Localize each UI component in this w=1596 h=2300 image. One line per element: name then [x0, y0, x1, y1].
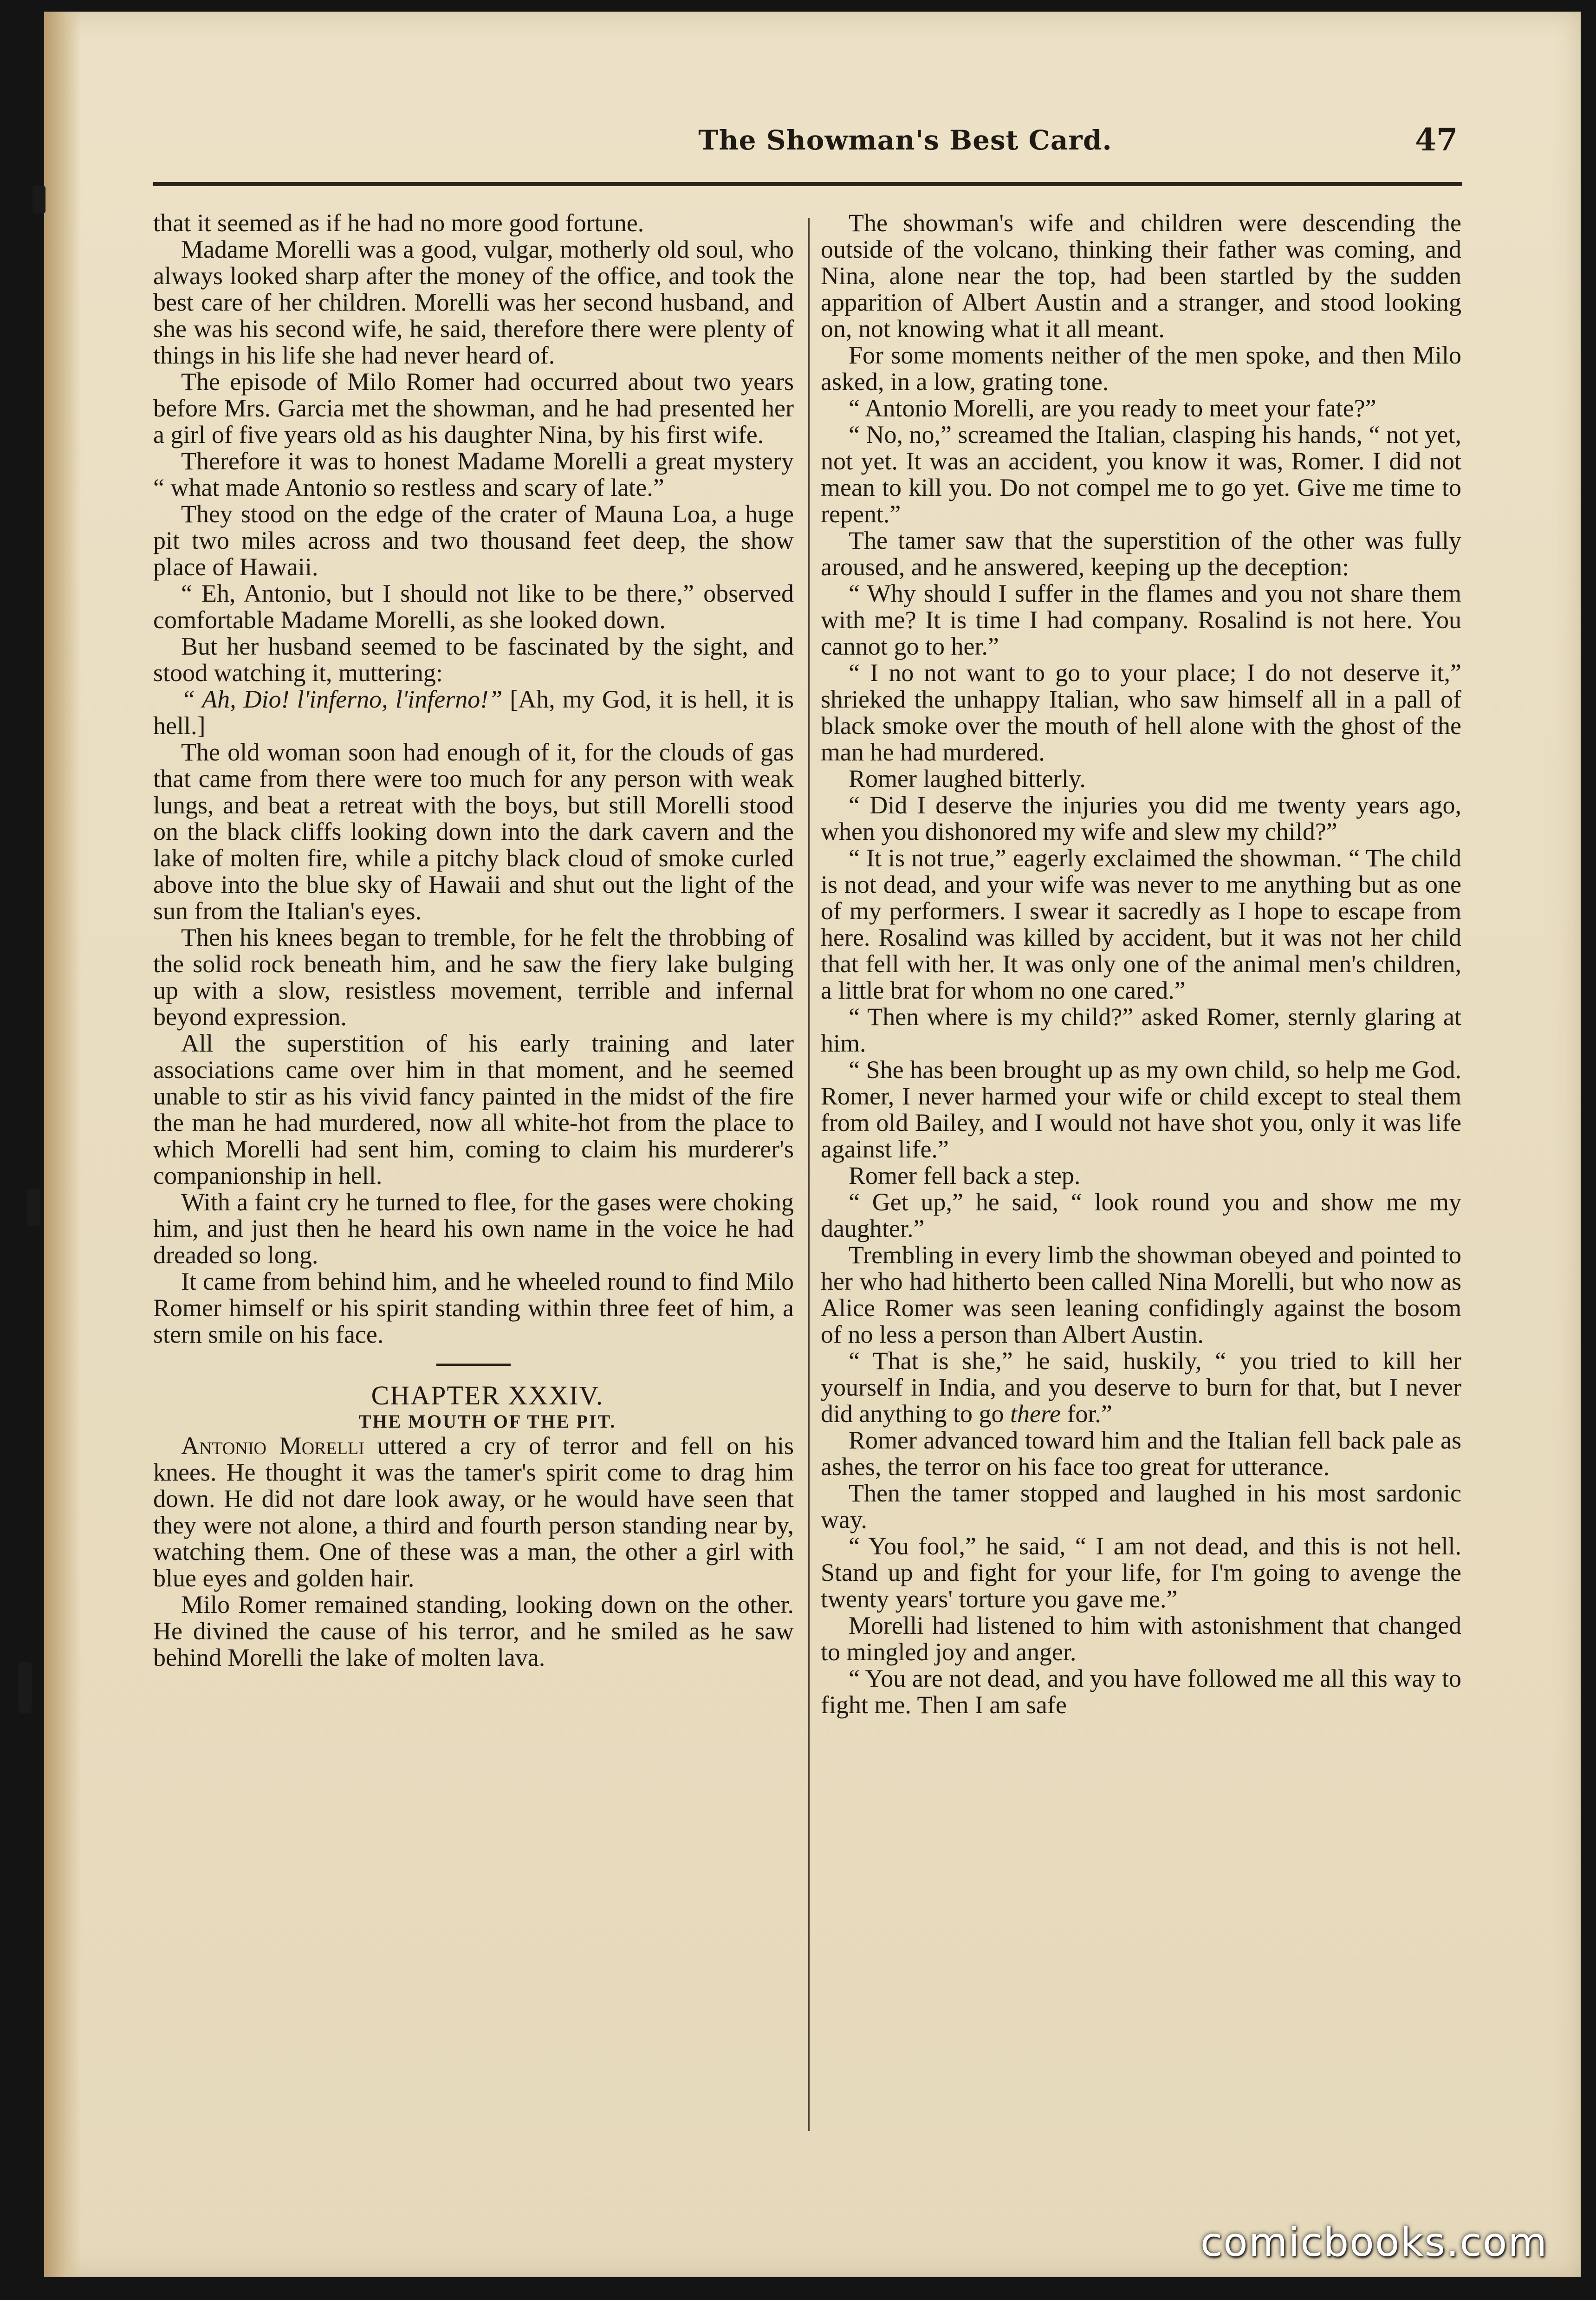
paragraph: The tamer saw that the superstition of the other was fully aroused, and he answered, keeping up the deception: [821, 526, 1461, 581]
paragraph: “ Eh, Antonio, but I should not like to be there,” observed comfortable Madame Morelli, as she looked down. [153, 579, 794, 634]
paragraph: “ I no not want to go to your place; I do not deserve it,” shrieked the unhappy Italian, who saw himself all in a pall of black smoke over the mouth of hell alone with the ghost of the man he had murdered. [821, 659, 1461, 766]
paragraph: With a faint cry he turned to flee, for the gases were choking him, and just then he heard his own name in the voice he had dreaded so long. [153, 1188, 794, 1269]
paragraph: Morelli had listened to him with astonishment that changed to mingled joy and anger. [821, 1611, 1461, 1666]
paragraph: Milo Romer remained standing, looking down on the other. He divined the cause of his terror, and he smiled as he saw behind Morelli the lake of molten lava. [153, 1591, 794, 1671]
paragraph: They stood on the edge of the crater of Mauna Loa, a huge pit two miles across and two thousand feet deep, the show place of Hawaii. [153, 500, 794, 581]
paragraph: “ Then where is my child?” asked Romer, sternly glaring at him. [821, 1003, 1461, 1057]
paragraph: For some moments neither of the men spoke, and then Milo asked, in a low, grating tone. [821, 341, 1461, 396]
header-rule [153, 182, 1462, 186]
paragraph: Trembling in every limb the showman obeyed and pointed to her who had hitherto been called Nina Morelli, but who now as Alice Romer was seen leaning confidingly against the bosom of no less a person than Albert Austin. [821, 1241, 1461, 1348]
binding-thread-mark [27, 1189, 40, 1226]
right-column [821, 210, 1461, 1718]
paragraph: Romer advanced toward him and the Italian fell back pale as ashes, the terror on his face too great for utterance. [821, 1426, 1461, 1481]
paragraph [153, 1433, 794, 1592]
binding-thread-mark [32, 186, 45, 214]
paragraph: But her husband seemed to be fascinated by the sight, and stood watching it, muttering: [153, 632, 794, 687]
paragraph: Then the tamer stopped and laughed in his most sardonic way. [821, 1479, 1461, 1533]
paragraph [821, 1348, 1461, 1427]
paragraph: “ Antonio Morelli, are you ready to meet your fate?” [849, 394, 1376, 422]
paragraph: “ Why should I suffer in the flames and you not share them with me? It is time I had company. Rosalind is not here. You cannot go to her.” [821, 579, 1461, 660]
paragraph: “ You fool,” he said, “ I am not dead, and this is not hell. Stand up and fight for your life, for I'm going to avenge the twenty years' torture you gave me.” [821, 1532, 1461, 1613]
paragraph: that it seemed as if he had no more good fortune. [153, 209, 644, 237]
paragraph: “ Did I deserve the injuries you did me twenty years ago, when you dishonored my wife and slew my child?” [821, 791, 1461, 845]
chapter-title: CHAPTER XXXIV. [371, 1380, 604, 1410]
lead-in-name: Antonio Morelli [181, 1432, 364, 1460]
binding-thread-mark [19, 1662, 32, 1713]
paragraph: Madame Morelli was a good, vulgar, motherly old soul, who always looked sharp after the money of the office, and took the best care of her children. Morelli was her second husband, and she was his second wife, he said, therefore there were plenty of things in his life she had never heard of. [153, 235, 794, 369]
paragraph: “ Get up,” he said, “ look round you and show me my daughter.” [821, 1188, 1461, 1242]
column-divider [808, 218, 810, 2131]
left-column [153, 210, 794, 1671]
paragraph-text: for.” [1060, 1400, 1112, 1428]
paragraph: “ You are not dead, and you have followed me all this way to fight me. Then I am safe [821, 1664, 1461, 1719]
page-gutter-edge [44, 12, 81, 2277]
chapter-separator-rule [436, 1364, 511, 1366]
paragraph: It came from behind him, and he wheeled round to find Milo Romer himself or his spirit standing within three feet of him, a stern smile on his face. [153, 1267, 794, 1348]
translation-text: [Ah, my God, it is hell, it is hell.] [153, 685, 794, 740]
paragraph-text: “ That is she,” he said, huskily, “ you tried to kill her yourself in India, and you deserve to burn for that, but I never did anything to go [821, 1347, 1461, 1428]
paragraph: Therefore it was to honest Madame Morelli a great mystery “ what made Antonio so restless and scary of late.” [153, 447, 794, 501]
italian-quote: “ Ah, Dio! l'inferno, l'inferno!” [181, 685, 503, 713]
paragraph: “ She has been brought up as my own child, so help me God. Romer, I never harmed your wife or child except to steal them from old Bailey, and I would not have shot you, only it was life against life.” [821, 1056, 1461, 1163]
paragraph: Romer fell back a step. [849, 1162, 1081, 1189]
site-watermark: comicbooks.com [1200, 2219, 1548, 2266]
paragraph: “ It is not true,” eagerly exclaimed the showman. “ The child is not dead, and your wife was never to me anything but as one of my performers. I swear it sacredly as I hope to escape from here. Rosalind was killed by accident, but it was not her child that fell with her. It was only one of the animal men's children, a little brat for whom no one cared.” [821, 844, 1461, 1004]
paragraph: Romer laughed bitterly. [849, 765, 1086, 793]
paragraph: “ No, no,” screamed the Italian, clasping his hands, “ not yet, not yet. It was an accident, you know it was, Romer. I did not mean to kill you. Do not compel me to go yet. Give me time to repent.” [821, 421, 1461, 528]
paragraph: The episode of Milo Romer had occurred about two years before Mrs. Garcia met the showman, and he had presented her a girl of five years old as his daughter Nina, by his first wife. [153, 368, 794, 448]
page-number: 47 [1415, 122, 1458, 158]
paragraph: All the superstition of his early training and later associations came over him in that moment, and he seemed unable to stir as his vivid fancy painted in the midst of the fire the man he had murdered, now all white-hot from the place to which Morelli had sent him, coming to claim his murderer's companionship in hell. [153, 1029, 794, 1189]
running-title: The Showman's Best Card. [698, 124, 1112, 156]
paragraph: The showman's wife and children were descending the outside of the volcano, thinking their father was coming, and Nina, alone near the top, had been startled by the sudden apparition of Albert Austin and a stranger, and stood looking on, not knowing what it all meant. [821, 209, 1461, 343]
paragraph: Then his knees began to tremble, for he felt the throbbing of the solid rock beneath him, and he saw the fiery lake bulging up with a slow, resistless movement, terrible and infernal beyond expression. [153, 923, 794, 1031]
emphasis-word: there [1010, 1400, 1061, 1428]
paragraph: The old woman soon had enough of it, for the clouds of gas that came from there were too much for any person with weak lungs, and beat a retreat with the boys, but still Morelli stood on the black cliffs looking down into the dark cavern and the lake of molten fire, while a pitchy black cloud of smoke curled above into the blue sky of Hawaii and shut out the light of the sun from the Italian's eyes. [153, 738, 794, 925]
paragraph [153, 686, 794, 739]
paragraph-text: uttered a cry of terror and fell on his knees. He thought it was the tamer's spirit come to drag him down. He did not dare look away, or he would have seen that they were not alone, a third and fourth person standing near by, watching them. One of these was a man, the other a girl with blue eyes and golden hair. [153, 1432, 794, 1592]
chapter-subtitle: THE MOUTH OF THE PIT. [358, 1411, 616, 1432]
